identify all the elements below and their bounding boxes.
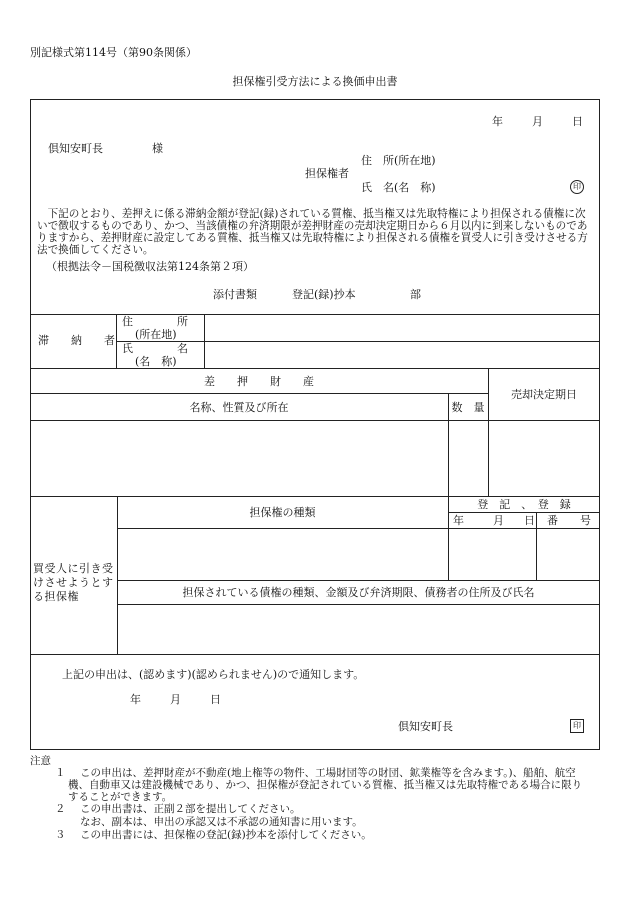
note-2-num: ２ [55,803,66,815]
notice-year: 年 [130,693,141,706]
security-type-label: 担保権の種類 [249,506,316,519]
seized-col-name: 名称、性質及び所在 [189,401,289,414]
delinquent-address-sub: (所在地) [135,328,177,341]
page-title: 担保権引受方法による換価申出書 [232,75,398,88]
note-3-num: ３ [55,829,66,841]
delinquent-name-label: 氏 名 [122,342,188,355]
registration-header: 登 記 、 登 録 [477,498,571,511]
holder-name-label: 氏 名(名 称) [361,181,436,194]
notes-heading: 注意 [30,755,51,767]
security-claims-line [117,604,600,605]
holder-seal: 印 [570,180,584,194]
reg-number: 番 号 [547,514,591,527]
addressee: 倶知安町長 [48,142,103,155]
notice-seal: 印 [570,719,584,733]
seized-header-line [30,393,488,394]
note-1-num: １ [55,767,66,779]
attachments-label: 添付書類 [213,288,257,301]
form-frame [30,99,600,750]
addressee-suffix: 様 [152,142,163,155]
seized-col-line [30,420,600,421]
form-id: 別記様式第114号（第90条関係） [30,46,197,59]
body-text: 下記のとおり、差押えに係る滞納金額が登記(録)されている質権、抵当権又は先取特権により担保される債権に次いで徴収するものであり、かつ、当該債権の弁済期限が差押財産の売却決定期日から６月以内に到来しないものでありますから、差押財産に設定してある質権、抵当権又は先取特権により担保される債権を買受人に引き受けさせる方法で換価してください。 [37,208,588,256]
seized-col-sale-date: 売却決定期日 [511,388,577,401]
notice-month: 月 [170,693,181,706]
security-side-label: 買受人に引き受けさせようとする担保権 [33,562,114,603]
security-header-line [117,528,600,529]
delinquent-address-label: 住 所 [122,315,188,328]
seized-col-qty: 数 量 [451,401,485,414]
reg-day: 日 [524,514,535,527]
security-row-line [117,580,600,581]
seized-vline-sale [488,368,489,496]
holder-address-label: 住 所(所在地) [361,154,436,167]
date-day: 日 [572,115,583,128]
seized-header: 差 押 財 産 [204,375,314,388]
delinquent-vline-1 [116,314,117,368]
delinquent-vline-2 [204,314,205,368]
date-month: 月 [532,115,543,128]
note-1-text: この申出は、差押財産が不動産(地上権等の物件、工場財団等の財団、鉱業権等を含みます。)、船舶、航空機、自動車又は建設機械であり、かつ、担保権が登記されている質権、抵当権又は先取特権である場合に限りすることができます。 [68,767,583,803]
legal-basis: （根拠法令－国税徴収法第124条第２項） [46,260,254,273]
notice-text: 上記の申出は、(認めます)(認められません)ので通知します。 [62,668,365,681]
attachments-unit: 部 [410,288,421,301]
claims-label: 担保されている債権の種類、金額及び弁済期限、債務者の住所及び氏名 [182,586,535,599]
delinquent-bottom-line [30,368,600,369]
attachments-value: 登記(録)抄本 [292,288,356,301]
delinquent-name-sub: (名 称) [135,355,177,368]
date-year: 年 [492,115,503,128]
note-3-text: この申出書には、担保権の登記(録)抄本を添付してください。 [80,829,372,841]
notice-signer: 倶知安町長 [398,720,453,733]
holder-label: 担保権者 [305,167,349,180]
security-reg-line [448,512,600,513]
delinquent-mid-line [116,341,600,342]
reg-year: 年 [453,514,464,527]
notice-day: 日 [210,693,221,706]
security-vline-side [117,496,118,654]
seized-bottom-line [30,496,600,497]
note-2-extra: なお、副本は、申出の承認又は不承認の通知書に用います。 [80,816,363,828]
security-vline-num [536,512,537,580]
security-bottom-line [30,654,600,655]
delinquent-label: 滞 納 者 [38,334,115,347]
reg-month: 月 [493,514,504,527]
note-2-text: この申出書は、正副２部を提出してください。 [80,803,301,815]
